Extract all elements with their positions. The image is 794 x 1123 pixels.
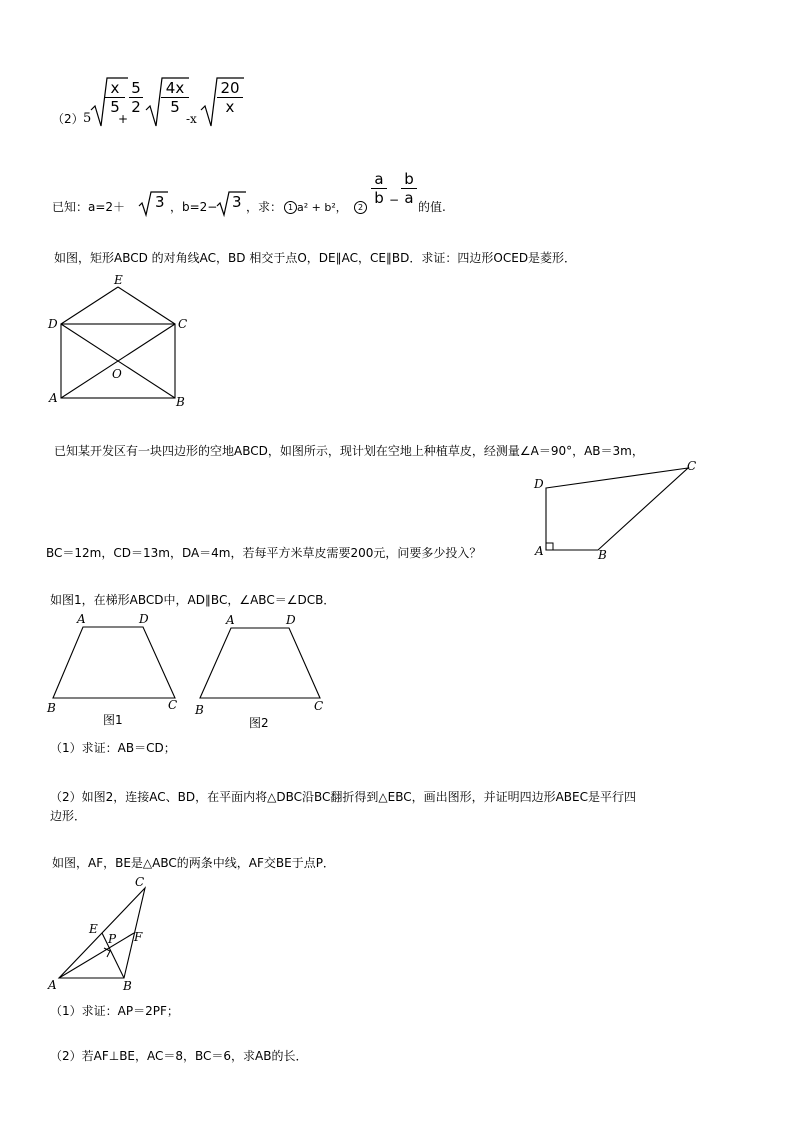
figure-2-caption: 图2 bbox=[249, 716, 269, 730]
label-c: C bbox=[687, 459, 697, 473]
fig2-label-c: C bbox=[314, 699, 324, 713]
fig2-label-a: A bbox=[226, 613, 235, 627]
coefficient: 5 bbox=[83, 111, 92, 126]
numerator: 5 bbox=[131, 79, 141, 97]
numerator: x bbox=[110, 79, 120, 97]
label-c: C bbox=[178, 317, 188, 331]
part-1-expression: a² + b²， bbox=[297, 201, 347, 214]
label-d: D bbox=[48, 317, 58, 331]
numerator: 4x bbox=[165, 79, 185, 97]
numerator: b bbox=[404, 170, 414, 188]
question-intro: 如图1，在梯形ABCD中，AD∥BC，∠ABC＝∠DCB． bbox=[50, 593, 336, 607]
label-a: A bbox=[535, 544, 544, 558]
denominator: 2 bbox=[131, 98, 141, 116]
fig2-label-d: D bbox=[286, 613, 296, 627]
fig2-label-b: B bbox=[195, 703, 204, 717]
minus-x: -x bbox=[186, 112, 197, 126]
label-a: A bbox=[48, 978, 57, 992]
label-c: C bbox=[135, 875, 145, 889]
given-mid: ，b=2− bbox=[170, 200, 218, 214]
label-b: B bbox=[123, 979, 132, 993]
part-2-line-1: （2）如图2，连接AC、BD，在平面内将△DBC沿BC翻折得到△EBC，画出图形，并证明四边形ABEC是平行四 bbox=[50, 790, 637, 804]
label-e: E bbox=[114, 273, 123, 287]
denominator: 5 bbox=[170, 98, 180, 116]
fig1-label-c: C bbox=[168, 698, 178, 712]
label-b: B bbox=[598, 548, 607, 562]
given-tail: 的值. bbox=[418, 200, 446, 214]
minus-sign: − bbox=[389, 193, 400, 207]
given-ask: ，求： bbox=[246, 200, 283, 214]
median-af bbox=[59, 933, 134, 978]
numerator: 20 bbox=[220, 79, 240, 97]
circled-number: 1 bbox=[284, 201, 297, 214]
fig1-label-d: D bbox=[139, 612, 149, 626]
denominator: b bbox=[374, 189, 384, 207]
label-o: O bbox=[112, 367, 122, 381]
part-1: （1）求证：AP＝2PF； bbox=[50, 1004, 179, 1018]
part-1: （1）求证：AB＝CD； bbox=[50, 741, 176, 755]
numerator: a bbox=[374, 170, 384, 188]
label-p: P bbox=[108, 932, 117, 946]
question-number: （2） bbox=[52, 112, 84, 126]
question-intro: 如图，AF，BE是△ABC的两条中线，AF交BE于点P． bbox=[52, 856, 335, 870]
fig1-label-a: A bbox=[77, 612, 86, 626]
question-text: 如图，矩形ABCD 的对角线AC，BD 相交于点O，DE∥AC，CE∥BD．求证：四边形OCED是菱形． bbox=[54, 251, 577, 265]
right-angle-mark bbox=[104, 948, 110, 957]
question-line-1: 已知某开发区有一块四边形的空地ABCD，如图所示，现计划在空地上种植草皮，经测量∠A＝90°，AB＝3m， bbox=[54, 444, 644, 458]
plus-sign: + bbox=[118, 112, 129, 126]
denominator: 5 bbox=[110, 98, 120, 116]
question-line-2: BC＝12m，CD＝13m，DA＝4m，若每平方米草皮需要200元，问要多少投入？ bbox=[46, 546, 482, 560]
part-2-line-2: 边形． bbox=[50, 809, 87, 823]
circled-number: 2 bbox=[354, 201, 367, 214]
label-f: F bbox=[134, 930, 143, 944]
label-a: A bbox=[49, 391, 58, 405]
part-2: （2）若AF⊥BE，AC＝8，BC＝6，求AB的长． bbox=[50, 1049, 308, 1063]
fig1-label-b: B bbox=[47, 701, 56, 715]
denominator: a bbox=[404, 189, 414, 207]
radicand: 3 bbox=[155, 193, 165, 211]
denominator: x bbox=[225, 98, 235, 116]
label-b: B bbox=[176, 395, 185, 409]
label-d: D bbox=[534, 477, 544, 491]
given-prefix: 已知：a=2＋ bbox=[52, 200, 126, 214]
radicand: 3 bbox=[232, 193, 242, 211]
label-e: E bbox=[89, 922, 98, 936]
figure-1-caption: 图1 bbox=[103, 713, 123, 727]
